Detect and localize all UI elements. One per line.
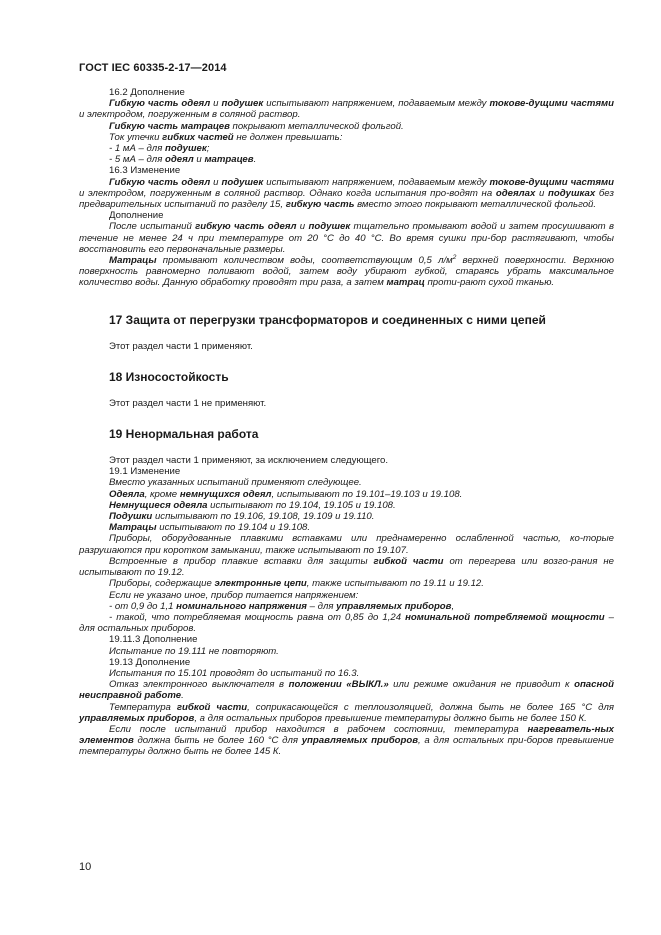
list-item-19-1-a: - от 0,9 до 1,1 номинального напряжения – для управляемых приборов, bbox=[109, 600, 455, 612]
document-body bbox=[79, 87, 614, 758]
document-header: ГОСТ IEC 60335-2-17—2014 bbox=[79, 62, 227, 74]
addendum-heading-16-3: Дополнение bbox=[109, 210, 164, 222]
paragraph-19-1-3: Немнущиеся одеяла испытывают по 19.104, 19.105 и 19.108. bbox=[109, 499, 396, 511]
paragraph-19-1-8: Приборы, содержащие электронные цепи, также испытывают по 19.11 и 19.12. bbox=[109, 578, 484, 590]
paragraph-19-13-3: Температура гибкой части, соприкасающейся с теплоизоляцией, должна быть не более 165 °С для управляемых приборов, а для остальных приборов превышение температуры должно быть не более 150 К. bbox=[79, 701, 615, 724]
paragraph-19-1-6: Приборы, оборудованные плавкими вставками или преднамеренно ослабленной частью, ко-торые разрушаются при коротком замыкании, также испытывают по 19.107. bbox=[79, 533, 614, 556]
paragraph-19-1-2: Одеяла, кроме немнущихся одеял, испытывают по 19.101–19.103 и 19.108. bbox=[109, 488, 463, 500]
paragraph-19-1-5: Матрацы испытывают по 19.104 и 19.108. bbox=[109, 522, 311, 534]
paragraph-19-11-3: Испытание по 19.111 не повторяют. bbox=[109, 645, 279, 657]
page-number: 10 bbox=[79, 861, 92, 873]
paragraph-16-3-2: После испытаний гибкую часть одеял и подушек тщательно промывают водой и затем просушивают в течение не менее 24 ч при температуре от 20 °С до 40 °С. Во время сушки при-бор растягивают, чтобы восстановить его первоначальные размеры. bbox=[79, 221, 614, 255]
clause-heading-19-1: 19.1 Изменение bbox=[109, 466, 181, 478]
paragraph-16-2-2: Гибкую часть матрацев покрывают металлической фольгой. bbox=[109, 120, 404, 132]
paragraph-19-1-9: Если не указано иное, прибор питается напряжением: bbox=[109, 589, 359, 601]
section-title-18: 18 Износостойкость bbox=[109, 369, 229, 384]
section-17-text: Этот раздел части 1 применяют. bbox=[109, 340, 253, 352]
section-19-intro: Этот раздел части 1 применяют, за исключением следующего. bbox=[109, 455, 389, 467]
section-title-19: 19 Ненормальная работа bbox=[109, 427, 259, 442]
paragraph-19-1-4: Подушки испытывают по 19.106, 19.108, 19.109 и 19.110. bbox=[109, 511, 375, 523]
clause-heading-16-2: 16.2 Дополнение bbox=[109, 87, 185, 98]
paragraph-19-13-2: Отказ электронного выключателя в положении «ВЫКЛ.» или режиме ожидания не приводит к опасной неисправной работе. bbox=[79, 679, 614, 702]
paragraph-19-13-4: Если после испытаний прибор находится в рабочем состоянии, температура нагреватель-ных элементов должна быть не более 160 °С для управляемых приборов, а для остальных при-боров превышение температуры должно быть не более 145 К. bbox=[79, 723, 615, 758]
paragraph-16-3-3: Матрацы промывают количеством воды, соответствующим 0,5 $л/м^2$ верхней поверхности. Верхнюю поверхность равномерно поливают водой, затем воду убирают губкой, стараясь убрать максимальное количество воды. Данную обработку проводят три раза, а затем матрац проти-рают сухой тканью. bbox=[79, 253, 614, 289]
section-18-text: Этот раздел части 1 не применяют. bbox=[109, 397, 267, 409]
paragraph-16-2-3: Ток утечки гибких частей не должен превышать: bbox=[109, 131, 343, 143]
clause-heading-16-3: 16.3 Изменение bbox=[109, 165, 181, 177]
paragraph-16-3-1: Гибкую часть одеял и подушек испытывают напряжением, подаваемым между токове-дущими частями и электродом, погруженным в соляной раствор. Однако когда испытания про-водят на одеялах и подушках без предварительных испытаний по разделу 15, гибкую часть вместо этого покрывают металлической фольгой. bbox=[79, 176, 615, 211]
section-title-17: 17 Защита от перегрузки трансформаторов и соединенных с ними цепей bbox=[109, 312, 546, 327]
paragraph-19-1-7: Встроенные в прибор плавкие вставки для защиты гибкой части от перегрева или возго-рания не испытывают по 19.12. bbox=[79, 555, 614, 579]
paragraph-19-13-1: Испытания по 15.101 проводят до испытаний по 16.3. bbox=[109, 667, 360, 679]
clause-heading-19-13: 19.13 Дополнение bbox=[109, 656, 191, 668]
list-item-16-2-a: - 1 мА – для подушек; bbox=[109, 143, 210, 155]
list-item-16-2-b: - 5 мА – для одеял и матрацев. bbox=[109, 154, 257, 166]
list-item-19-1-b: - такой, что потребляемая мощность равна от 0,85 до 1,24 номинальной потребляемой мощности – для остальных приборов. bbox=[79, 611, 614, 635]
paragraph-19-1-1: Вместо указанных испытаний применяют следующее. bbox=[109, 477, 362, 489]
paragraph-16-2-1: Гибкую часть одеял и подушек испытывают напряжением, подаваемым между токове-дущими частями и электродом, погруженным в соляной раствор. bbox=[79, 98, 615, 121]
clause-heading-19-11-3: 19.11.3 Дополнение bbox=[109, 634, 198, 646]
